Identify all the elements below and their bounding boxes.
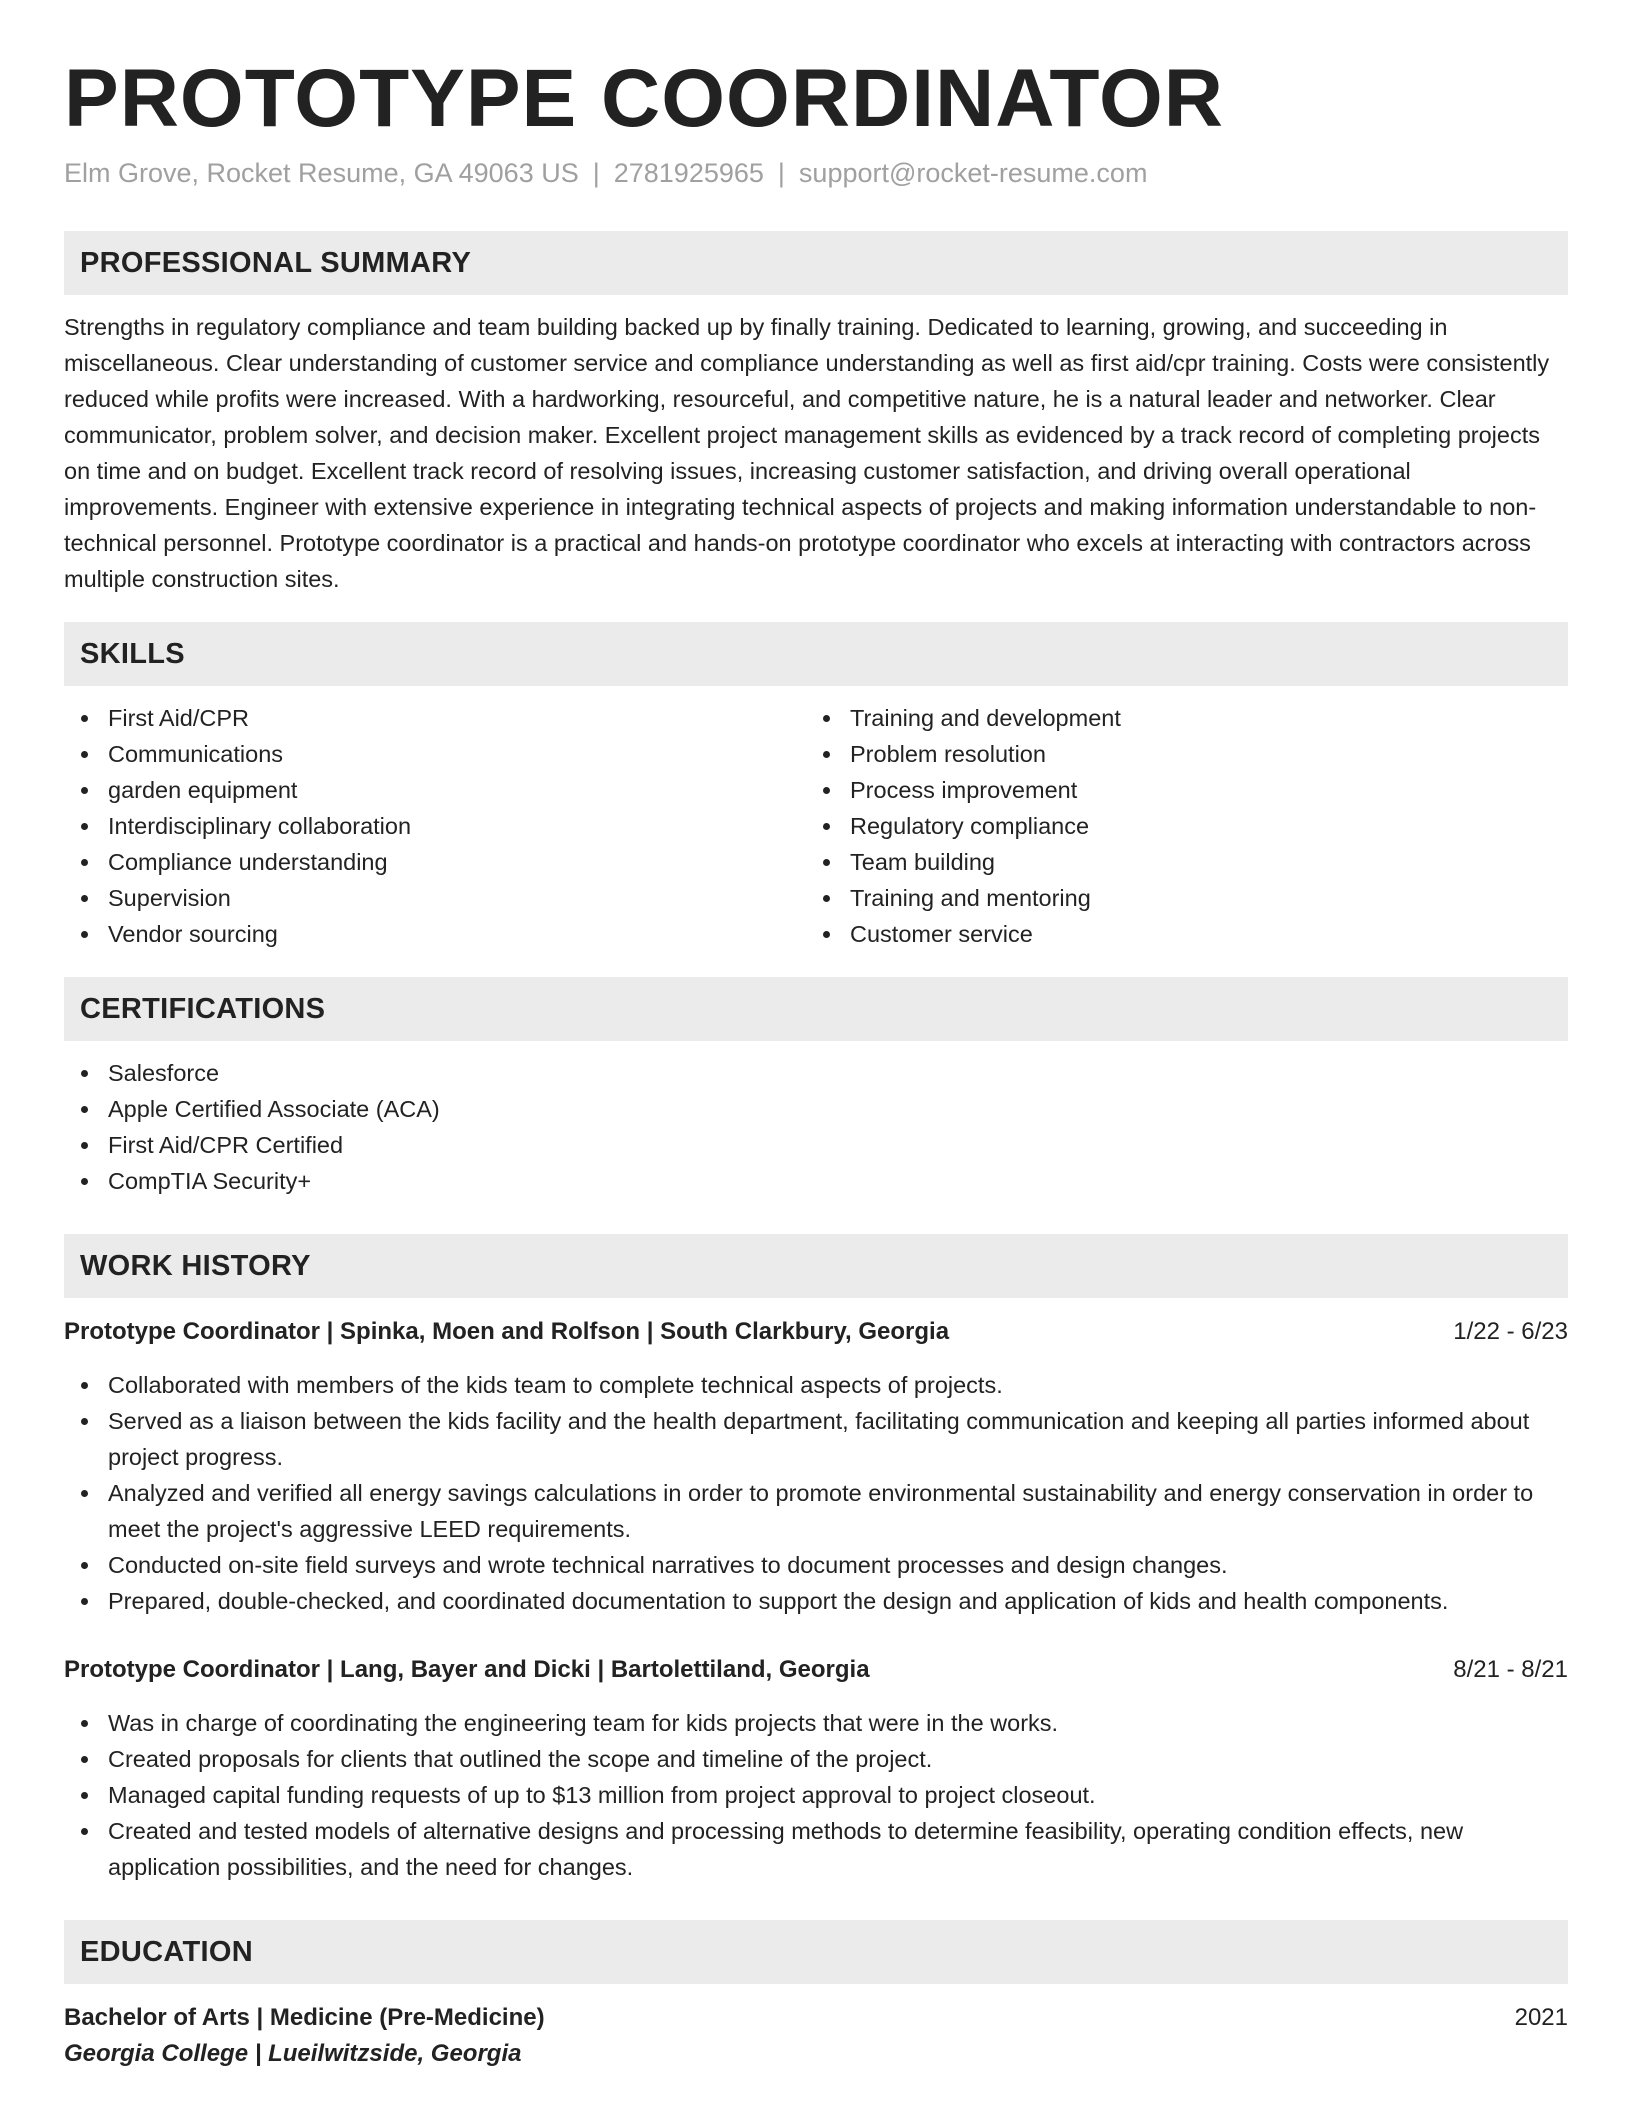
job-heading-row	[64, 1652, 1568, 1688]
section-header-skills: SKILLS	[64, 622, 1568, 686]
skills-column-left	[64, 700, 806, 952]
job-bullet: Collaborated with members of the kids team to complete technical aspects of projects.	[108, 1367, 1568, 1403]
certification-item: First Aid/CPR Certified	[108, 1127, 1568, 1163]
skill-item: Training and mentoring	[850, 880, 1548, 916]
skill-item: Vendor sourcing	[108, 916, 806, 952]
skill-item: Process improvement	[850, 772, 1548, 808]
education-degree: Bachelor of Arts | Medicine (Pre-Medicine)	[64, 2004, 545, 2032]
skills-column-right	[806, 700, 1548, 952]
skill-item: Team building	[850, 844, 1548, 880]
job-bullet: Conducted on-site field surveys and wrote technical narratives to document processes and design changes.	[108, 1547, 1568, 1583]
skill-item: Supervision	[108, 880, 806, 916]
summary-text: Strengths in regulatory compliance and team building backed up by finally training. Dedicated to learning, growing, and succeeding in miscellaneous. Clear understanding of customer service and compliance understanding as well as first aid/cpr training. Costs were consistently reduced while profits were increased. With a hardworking, resourceful, and competitive nature, he is a natural leader and networker. Clear communicator, problem solver, and decision maker. Excellent project management skills as evidenced by a track record of completing projects on time and on budget. Excellent track record of resolving issues, increasing customer satisfaction, and driving overall operational improvements. Engineer with extensive experience in integrating technical aspects of projects and making information understandable to non-technical personnel. Prototype coordinator is a practical and hands-on prototype coordinator who excels at interacting with contractors across multiple construction sites.	[64, 314, 1550, 593]
contact-separator: |	[592, 158, 600, 189]
certification-item: Salesforce	[108, 1055, 1568, 1091]
skill-item: Compliance understanding	[108, 844, 806, 880]
job-dates: 8/21 - 8/21	[1453, 1656, 1568, 1684]
job-bullet: Was in charge of coordinating the engineering team for kids projects that were in the works.	[108, 1705, 1568, 1741]
job-entry	[64, 1652, 1568, 1885]
skills-list-left	[64, 700, 806, 952]
job-bullets	[64, 1705, 1568, 1885]
certifications-list	[64, 1055, 1568, 1199]
job-entry	[64, 1314, 1568, 1619]
skills-list-right	[806, 700, 1548, 952]
certification-item: CompTIA Security+	[108, 1163, 1568, 1199]
job-heading: Prototype Coordinator | Spinka, Moen and Rolfson | South Clarkbury, Georgia	[64, 1318, 950, 1346]
contact-phone: 2781925965	[613, 158, 764, 189]
job-dates: 1/22 - 6/23	[1453, 1318, 1568, 1346]
job-heading-row	[64, 1314, 1568, 1350]
skill-item: Regulatory compliance	[850, 808, 1548, 844]
contact-email: support@rocket-resume.com	[798, 158, 1148, 189]
education-heading-row	[64, 2000, 1568, 2036]
section-header-education: EDUCATION	[64, 1920, 1568, 1984]
skill-item: Problem resolution	[850, 736, 1548, 772]
skill-item: garden equipment	[108, 772, 806, 808]
job-bullet: Managed capital funding requests of up to $13 million from project approval to project closeout.	[108, 1777, 1568, 1813]
education-year: 2021	[1514, 2004, 1568, 2032]
job-bullet: Prepared, double-checked, and coordinated documentation to support the design and application of kids and health components.	[108, 1583, 1568, 1619]
job-bullet: Created and tested models of alternative designs and processing methods to determine feasibility, operating condition effects, new application possibilities, and the need for changes.	[108, 1813, 1568, 1885]
contact-separator: |	[777, 158, 785, 189]
candidate-name: PROTOTYPE COORDINATOR	[64, 53, 1224, 144]
contact-line	[64, 158, 1568, 189]
certification-item: Apple Certified Associate (ACA)	[108, 1091, 1568, 1127]
section-header-summary: PROFESSIONAL SUMMARY	[64, 231, 1568, 295]
job-heading: Prototype Coordinator | Lang, Bayer and Dicki | Bartolettiland, Georgia	[64, 1656, 870, 1684]
education-school: Georgia College | Lueilwitzside, Georgia	[64, 2040, 522, 2068]
skill-item: Training and development	[850, 700, 1548, 736]
contact-address: Elm Grove, Rocket Resume, GA 49063 US	[64, 158, 579, 189]
skill-item: First Aid/CPR	[108, 700, 806, 736]
skills-grid	[64, 700, 1568, 952]
skill-item: Customer service	[850, 916, 1548, 952]
job-bullet: Served as a liaison between the kids facility and the health department, facilitating communication and keeping all parties informed about project progress.	[108, 1403, 1568, 1475]
section-header-work-history: WORK HISTORY	[64, 1234, 1568, 1298]
skill-item: Communications	[108, 736, 806, 772]
job-bullet: Analyzed and verified all energy savings calculations in order to promote environmental sustainability and energy conservation in order to meet the project's aggressive LEED requirements.	[108, 1475, 1568, 1547]
section-header-certifications: CERTIFICATIONS	[64, 977, 1568, 1041]
job-bullets	[64, 1367, 1568, 1619]
job-bullet: Created proposals for clients that outlined the scope and timeline of the project.	[108, 1741, 1568, 1777]
skill-item: Interdisciplinary collaboration	[108, 808, 806, 844]
